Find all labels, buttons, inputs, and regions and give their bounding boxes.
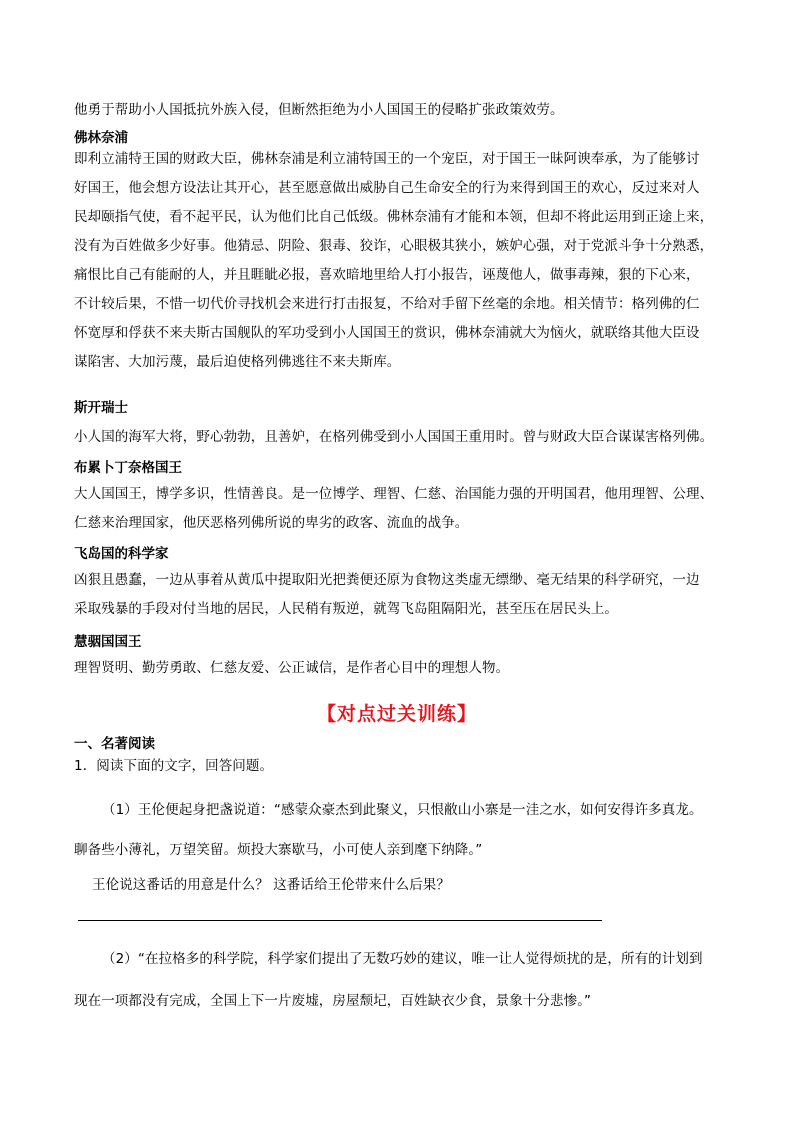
- character-description-brobdingnag-king: [74, 480, 730, 538]
- character-description-laputa-scientist: [74, 566, 730, 624]
- intro-paragraph: [74, 96, 730, 125]
- text-line: 好国王，他会想方设法让其开心，甚至愿意做出威胁自己生命安全的行为来得到国王的欢心，反过来对人: [74, 180, 700, 196]
- answer-line[interactable]: [78, 920, 602, 921]
- text-line: 现在一项都没有完成，全国上下一片废墟，房屋颓圮，百姓缺衣少食，景象十分悲惨。”: [74, 993, 592, 1009]
- subquestion-2-passage: [74, 938, 730, 1022]
- text-line: 没有为百姓做多少好事。他猜忌、阴险、狠毒、狡诈，心眼极其狭小，嫉妒心强，对于党派斗争十分熟悉，: [74, 238, 714, 254]
- text-line: 他勇于帮助小人国抵抗外族入侵，但断然拒绝为小人国国王的侵略扩张政策效劳。: [74, 102, 564, 118]
- character-heading-skyresh: 斯开瑞士: [74, 400, 128, 416]
- character-heading-flimnap: 佛林奈浦: [74, 130, 128, 146]
- section-title: 【对点过关训练】: [316, 703, 477, 725]
- part-heading: 一、名著阅读: [74, 736, 155, 752]
- subquestion-1-passage: [74, 790, 730, 870]
- text-line: 大人国国王，博学多识，性情善良。是一位博学、理智、仁慈、治国能力强的开明国君，他用理智、公理、: [74, 486, 714, 502]
- text-line: （2）“在拉格多的科学院，科学家们提出了无数巧妙的建议，唯一让人觉得烦扰的是，所有的计划到: [102, 951, 703, 967]
- text-line: （1）王伦便起身把盏说道：“感蒙众豪杰到此聚义，只恨敝山小寨是一洼之水，如何安得许多真龙。: [102, 802, 703, 818]
- character-heading-houyhnhnm-king: 慧骃国国王: [74, 634, 142, 650]
- character-description-skyresh: [74, 423, 730, 452]
- text-line: 王伦说这番话的用意是什么？ 这番话给王伦带来什么后果？: [92, 877, 450, 893]
- text-line: 民却颐指气使，看不起平民，认为他们比自己低级。佛林奈浦有才能和本领，但却不将此运用到正途上来，: [74, 209, 714, 225]
- character-heading-brobdingnag-king: 布累卜丁奈格国王: [74, 460, 182, 476]
- text-line: 小人国的海军大将，野心勃勃，且善妒，在格列佛受到小人国国王重用时。曾与财政大臣合谋谋害格列佛。: [74, 429, 714, 445]
- text-line: 理智贤明、勤劳勇敢、仁慈友爱、公正诚信，是作者心目中的理想人物。: [74, 660, 510, 676]
- text-line: 即利立浦特王国的财政大臣，佛林奈浦是利立浦特国王的一个宠臣，对于国王一昧阿谀奉承，为了能够讨: [74, 151, 700, 167]
- character-description-flimnap: [74, 145, 730, 377]
- text-line: 谋陷害、大加污蔑，最后迫使格列佛逃往不来夫斯库。: [74, 354, 401, 370]
- subquestion-1-prompt: [74, 871, 730, 900]
- text-line: 聊备些小薄礼，万望笑留。烦投大寨歇马，小可使人亲到麾下纳降。”: [74, 842, 483, 858]
- character-heading-laputa-scientist: 飞岛国的科学家: [74, 546, 169, 562]
- character-description-houyhnhnm-king: [74, 654, 730, 683]
- text-line: 凶狠且愚蠢，一边从事着从黄瓜中提取阳光把粪便还原为食物这类虚无缥缈、毫无结果的科学研究，一边: [74, 572, 700, 588]
- text-line: 采取残暴的手段对付当地的居民，人民稍有叛逆，就驾飞岛阻隔阳光，甚至压在居民头上。: [74, 601, 618, 617]
- question-intro: [74, 752, 730, 781]
- text-line: 痛恨比自己有能耐的人，并且睚眦必报，喜欢暗地里给人打小报告，诬蔑他人，做事毒辣，狠的下心来，: [74, 267, 700, 283]
- text-line: 不计较后果，不惜一切代价寻找机会来进行打击报复，不给对手留下丝毫的余地。相关情节：格列佛的仁: [74, 296, 700, 312]
- text-line: 仁慈来治理国家，他厌恶格列佛所说的卑劣的政客、流血的战争。: [74, 515, 469, 531]
- text-line: 1．阅读下面的文字，回答问题。: [74, 758, 274, 774]
- text-line: 怀宽厚和俘获不来夫斯古国舰队的军功受到小人国国王的赏识，佛林奈浦就大为恼火，就联络其他大臣设: [74, 325, 700, 341]
